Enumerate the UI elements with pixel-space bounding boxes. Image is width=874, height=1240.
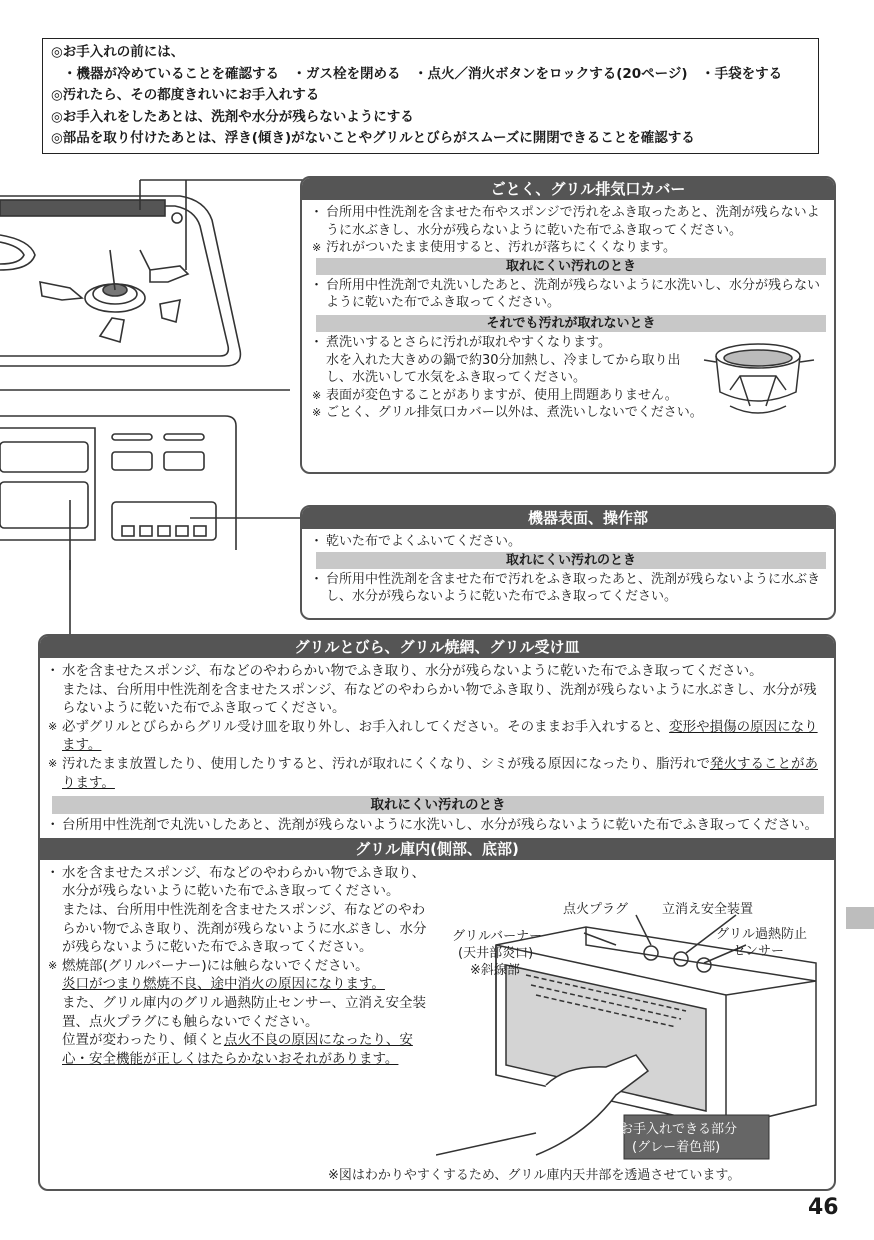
surface-bullet-2: ・ 台所用中性洗剤を含ませた布で汚れをふき取ったあと、洗剤が残らないように水ぶきし、水分が残らないように乾いた布でふき取ってください。 xyxy=(312,571,826,606)
gotoku-subheading-1: 取れにくい汚れのとき xyxy=(316,258,826,275)
grill-note-2-underline: 発火することがあります。 xyxy=(62,755,818,791)
label-hatched: ※斜線部 xyxy=(470,963,520,978)
grill-title: グリルとびら、グリル焼網、グリル受け皿 xyxy=(40,636,834,658)
grill-interior-note-a: 燃焼部(グリルバーナー)には触らないでください。 xyxy=(62,957,369,974)
side-tab xyxy=(846,907,874,929)
grill-interior-title: グリル庫内(側部、底部) xyxy=(40,838,834,860)
surface-title: 機器表面、操作部 xyxy=(302,507,834,529)
grill-interior-note-c: 位置が変わったり、傾くと xyxy=(62,1032,224,1049)
grill-interior-note xyxy=(48,957,430,1069)
notice-line-5: ◎部品を取り付けたあとは、浮き(傾き)がないことやグリルとびらがスムーズに開閉できることを確認する xyxy=(51,130,695,146)
grill-bullet-1a: 水を含ませたスポンジ、布などのやわらかい物でふき取り、水分が残らないように乾いた布でふき取ってください。 xyxy=(62,663,763,679)
grill-interior-bullet-b: または、台所用中性洗剤を含ませたスポンジ、布などのやわらかい物でふき取り、洗剤が残らないように水ぶきし、水分が残らないように乾いた布でふき取ってください。 xyxy=(62,901,427,956)
grill-note-2 xyxy=(48,755,824,792)
label-ignition-plug: 点火プラグ xyxy=(563,902,629,917)
grill-interior-note-b: また、グリル庫内のグリル過熱防止センサー、立消え安全装置、点火プラグにも触らないでください。 xyxy=(62,994,426,1030)
grill-interior-note-underline-2: 点火不良の原因になったり、安心・安全機能が正しくはたらかないおそれがあります。 xyxy=(62,1032,413,1067)
gotoku-note-3: ※ ごとく、グリル排気口カバー以外は、煮洗いしないでください。 xyxy=(312,404,826,422)
grill-interior-bullet xyxy=(48,864,430,957)
notice-line-1: ◎お手入れの前には、 xyxy=(51,44,185,60)
gotoku-bullet-1: ・ 台所用中性洗剤を含ませた布やスポンジで汚れをふき取ったあと、洗剤が残らないように水ぶきし、水分が残らないように乾いた布でふき取ってください。 xyxy=(312,204,826,239)
gotoku-bullet-3a: 煮洗いするとさらに汚れが取れやすくなります。 xyxy=(326,334,611,350)
surface-subheading-1: 取れにくい汚れのとき xyxy=(316,552,826,569)
grill-bullet-1b: または、台所用中性洗剤を含ませたスポンジ、布などのやわらかい物でふき取り、洗剤が残らないように水ぶきし、水分が残らないように乾いた布でふき取ってください。 xyxy=(62,681,817,717)
grill-note-1 xyxy=(48,718,824,755)
notice-box xyxy=(42,38,819,154)
grill-note-2a: 汚れたまま放置したり、使用したりすると、汚れが取れにくくなり、シミが残る原因になったり、脂汚れで xyxy=(62,755,710,772)
surface-bullet-1: ・ 乾いた布でよくふいてください。 xyxy=(312,533,826,551)
stove-illustration xyxy=(0,170,310,570)
gotoku-subheading-2: それでも汚れが取れないとき xyxy=(316,315,826,332)
gotoku-note-2: ※ 表面が変色することがありますが、使用上問題ありません。 xyxy=(312,387,826,405)
label-ceiling-flame-port: (天井部炎口) xyxy=(458,946,534,961)
surface-section xyxy=(300,505,836,620)
label-cleanable-area: お手入れできる部分 xyxy=(620,1122,738,1137)
grill-interior-bullet-a: 水を含ませたスポンジ、布などのやわらかい物でふき取り、水分が残らないように乾いた布でふき取ってください。 xyxy=(62,864,426,900)
grill-subheading-1: 取れにくい汚れのとき xyxy=(52,796,824,814)
grill-note-1-underline: 変形や損傷の原因になります。 xyxy=(62,718,818,754)
label-gray-area: (グレー着色部) xyxy=(632,1140,721,1155)
label-safety-device: 立消え安全装置 xyxy=(662,902,754,917)
label-grill-burner: グリルバーナー xyxy=(452,929,543,944)
leader-line xyxy=(66,560,76,640)
label-sensor: センサー xyxy=(732,944,785,959)
notice-line-4: ◎お手入れをしたあとは、洗剤や水分が残らないようにする xyxy=(51,108,414,125)
notice-line-3: ◎汚れたら、その都度きれいにお手入れする xyxy=(51,87,320,103)
gotoku-title: ごとく、グリル排気口カバー xyxy=(302,178,834,200)
gotoku-note-1: ※ 汚れがついたまま使用すると、汚れが落ちにくくなります。 xyxy=(312,239,826,257)
figure-note: ※図はわかりやすくするため、グリル庫内天井部を透過させています。 xyxy=(328,1168,741,1183)
grill-bullet-2: ・ 台所用中性洗剤で丸洗いしたあと、洗剤が残らないように水洗いし、水分が残らないように乾いた布でふき取ってください。 xyxy=(48,816,824,835)
page-number: 46 xyxy=(808,1195,839,1220)
gotoku-section xyxy=(300,176,836,474)
gotoku-bullet-3 xyxy=(312,334,696,387)
grill-note-1a: 必ずグリルとびらからグリル受け皿を取り外し、お手入れしてください。そのままお手入れすると、 xyxy=(62,718,670,735)
notice-line-2: ・機器が冷めていることを確認する ・ガス栓を閉める ・点火／消火ボタンをロックする(20ページ) ・手袋をする xyxy=(63,65,783,82)
grill-interior-note-underline-1: 炎口がつまり燃焼不良、途中消火の原因になります。 xyxy=(62,976,385,993)
label-overheat-sensor: グリル過熱防止 xyxy=(716,927,808,942)
grill-bullet-1 xyxy=(48,662,824,718)
gotoku-bullet-3b: 水を入れた大きめの鍋で約30分加熱し、冷ましてから取り出し、水洗いして水気をふき取ってください。 xyxy=(326,352,681,386)
gotoku-bullet-2: ・ 台所用中性洗剤で丸洗いしたあと、洗剤が残らないように水洗いし、水分が残らないように乾いた布でふき取ってください。 xyxy=(312,277,826,312)
